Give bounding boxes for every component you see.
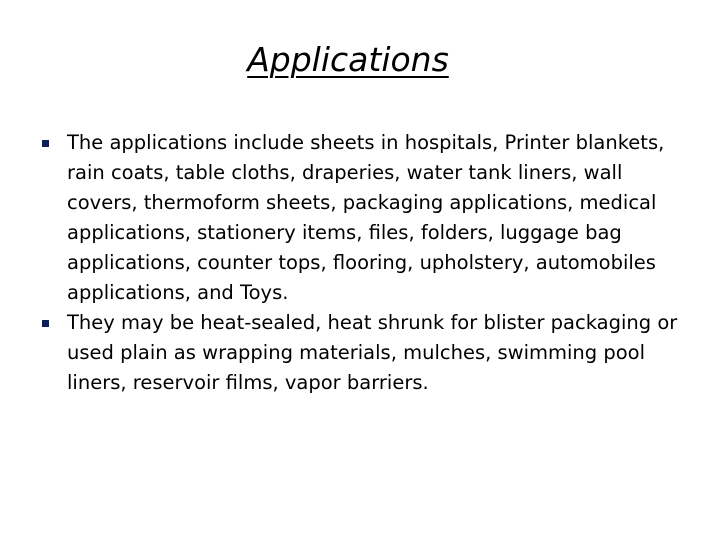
bullet-item	[42, 128, 692, 308]
slide-title: Applications	[247, 40, 449, 79]
square-bullet-icon	[42, 140, 49, 147]
bullet-item	[42, 308, 692, 398]
bullet-text: They may be heat-sealed, heat shrunk for blister packaging or used plain as wrapping materials, mulches, swimming pool liners, reservoir films, vapor barriers.	[67, 311, 678, 394]
bullet-text: The applications include sheets in hospitals, Printer blankets, rain coats, table cloths, draperies, water tank liners, wall covers, thermoform sheets, packaging applications, medical applications, stationery items, files, folders, luggage bag applications, counter tops, flooring, upholstery, automobiles applications, and Toys.	[67, 131, 665, 304]
bullet-list	[42, 128, 692, 398]
square-bullet-icon	[42, 320, 49, 327]
